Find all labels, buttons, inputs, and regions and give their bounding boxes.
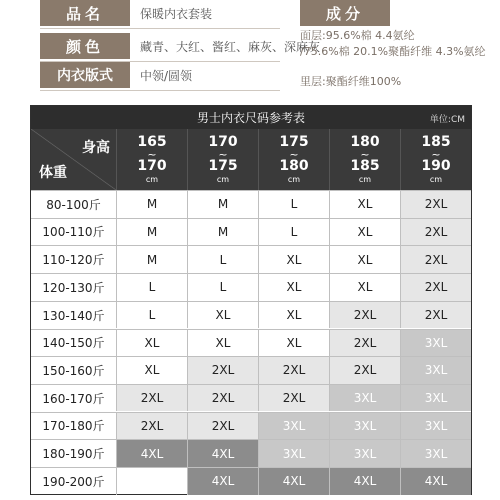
table-title: [31, 106, 471, 129]
height-to: 175: [208, 157, 238, 174]
size-cell: 2XL: [400, 191, 471, 218]
size-cell: 2XL: [187, 413, 258, 440]
size-cell: 2XL: [329, 330, 400, 357]
size-cell: XL: [116, 357, 187, 384]
size-cell: 3XL: [400, 440, 471, 467]
weight-cell: 130-140斤: [42, 308, 105, 323]
tilde: ~: [147, 147, 157, 161]
weight-cell: 140-150斤: [42, 336, 105, 351]
composition-label: 成分: [300, 0, 390, 26]
size-cell: 2XL: [329, 302, 400, 329]
height-column-header: [187, 129, 258, 190]
height-column-header: [116, 129, 187, 190]
info-row-style: [0, 62, 500, 88]
size-cell: 3XL: [329, 440, 400, 467]
size-cell: 3XL: [329, 413, 400, 440]
height-from: 180: [350, 133, 380, 150]
size-cell: 2XL: [400, 219, 471, 246]
weight-cell: 170-180斤: [42, 419, 105, 434]
info-label-style: 内衣版式: [40, 62, 130, 88]
size-cell: 4XL: [116, 440, 187, 467]
size-cell: XL: [258, 274, 329, 301]
size-cell: 2XL: [116, 385, 187, 412]
composition-inner: 里层:聚酯纤维100%: [300, 75, 402, 88]
info-row-name: [0, 0, 500, 26]
tilde: ~: [431, 147, 441, 161]
size-cell: 3XL: [400, 413, 471, 440]
height-from: 165: [137, 133, 167, 150]
size-cell: 4XL: [400, 468, 471, 495]
size-cell: 2XL: [187, 385, 258, 412]
composition-outer-line1: 面层:95.6%棉 4.4氨纶: [300, 29, 415, 42]
size-cell: 2XL: [258, 357, 329, 384]
table-title-text: 男士内衣尺码参考表: [196, 111, 305, 125]
size-cell: XL: [329, 274, 400, 301]
table-row: [31, 190, 471, 218]
table-row: [31, 356, 471, 384]
size-cell: 3XL: [400, 357, 471, 384]
size-cell: 4XL: [187, 440, 258, 467]
height-column-header: [329, 129, 400, 190]
table-row: [31, 218, 471, 246]
info-label-name: 品名: [40, 0, 130, 26]
height-unit: cm: [216, 174, 230, 184]
info-value-color: 藏青、大红、酱红、麻灰、深麻灰: [140, 39, 321, 54]
size-cell: 2XL: [329, 357, 400, 384]
weight-cell: 120-130斤: [42, 280, 105, 295]
size-cell: XL: [329, 219, 400, 246]
weight-cell: 110-120斤: [42, 253, 105, 268]
size-cell: [116, 468, 187, 495]
table-unit: 单位:CM: [429, 115, 465, 125]
table-row: [31, 384, 471, 412]
size-cell: M: [187, 191, 258, 218]
height-to: 180: [279, 157, 309, 174]
height-column-header: [400, 129, 471, 190]
height-to: 170: [137, 157, 167, 174]
size-cell: 2XL: [258, 385, 329, 412]
info-label-color: 颜色: [40, 33, 130, 59]
height-from: 175: [279, 133, 309, 150]
height-unit: cm: [145, 174, 159, 184]
size-cell: L: [116, 302, 187, 329]
info-value-name: 保暖内衣套装: [140, 6, 213, 21]
size-cell: 3XL: [258, 440, 329, 467]
size-cell: 3XL: [400, 385, 471, 412]
weight-cell: 80-100斤: [46, 197, 101, 212]
tilde: ~: [218, 147, 228, 161]
tilde: ~: [289, 147, 299, 161]
height-column-header: [258, 129, 329, 190]
info-value-style: 中领/圆领: [140, 68, 193, 83]
size-cell: 2XL: [116, 413, 187, 440]
height-from: 185: [421, 133, 451, 150]
size-cell: 3XL: [329, 385, 400, 412]
size-cell: L: [258, 219, 329, 246]
size-cell: XL: [187, 302, 258, 329]
size-cell: 4XL: [329, 468, 400, 495]
divider: [40, 28, 280, 29]
height-unit: cm: [358, 174, 372, 184]
height-unit: cm: [429, 174, 443, 184]
header-height-label: 身高: [82, 140, 110, 156]
size-cell: XL: [258, 246, 329, 273]
header-corner: [31, 129, 116, 190]
weight-cell: 190-200斤: [42, 474, 105, 489]
size-cell: 2XL: [400, 246, 471, 273]
size-cell: 4XL: [258, 468, 329, 495]
size-cell: XL: [258, 330, 329, 357]
tilde: ~: [360, 147, 370, 161]
size-cell: XL: [329, 246, 400, 273]
weight-cell: 160-170斤: [42, 391, 105, 406]
size-cell: M: [116, 246, 187, 273]
weight-cell: 180-190斤: [42, 447, 105, 462]
size-cell: 4XL: [187, 468, 258, 495]
table-header-row: [31, 129, 471, 190]
composition-outer-line2: /75.6%棉 20.1%聚酯纤维 4.3%氨纶: [300, 45, 486, 58]
size-cell: M: [187, 219, 258, 246]
size-cell: L: [187, 246, 258, 273]
height-to: 190: [421, 157, 451, 174]
size-cell: M: [116, 191, 187, 218]
size-chart-table: [30, 105, 472, 495]
size-cell: L: [187, 274, 258, 301]
table-row: [31, 245, 471, 273]
weight-cell: 150-160斤: [42, 363, 105, 378]
size-cell: M: [116, 219, 187, 246]
table-row: [31, 412, 471, 440]
size-cell: 3XL: [258, 413, 329, 440]
weight-cell: 100-110斤: [42, 225, 105, 240]
size-cell: XL: [258, 302, 329, 329]
size-cell: XL: [187, 330, 258, 357]
divider: [40, 90, 280, 91]
size-cell: 2XL: [187, 357, 258, 384]
table-row: [31, 439, 471, 467]
table-row: [31, 467, 471, 495]
size-cell: L: [116, 274, 187, 301]
table-row: [31, 273, 471, 301]
size-cell: XL: [116, 330, 187, 357]
table-row: [31, 329, 471, 357]
height-from: 170: [208, 133, 238, 150]
table-row: [31, 301, 471, 329]
height-unit: cm: [287, 174, 301, 184]
size-cell: 2XL: [400, 274, 471, 301]
size-cell: XL: [329, 191, 400, 218]
header-weight-label: 体重: [39, 165, 67, 181]
size-cell: L: [258, 191, 329, 218]
height-to: 185: [350, 157, 380, 174]
size-cell: 2XL: [400, 302, 471, 329]
size-cell: 3XL: [400, 330, 471, 357]
